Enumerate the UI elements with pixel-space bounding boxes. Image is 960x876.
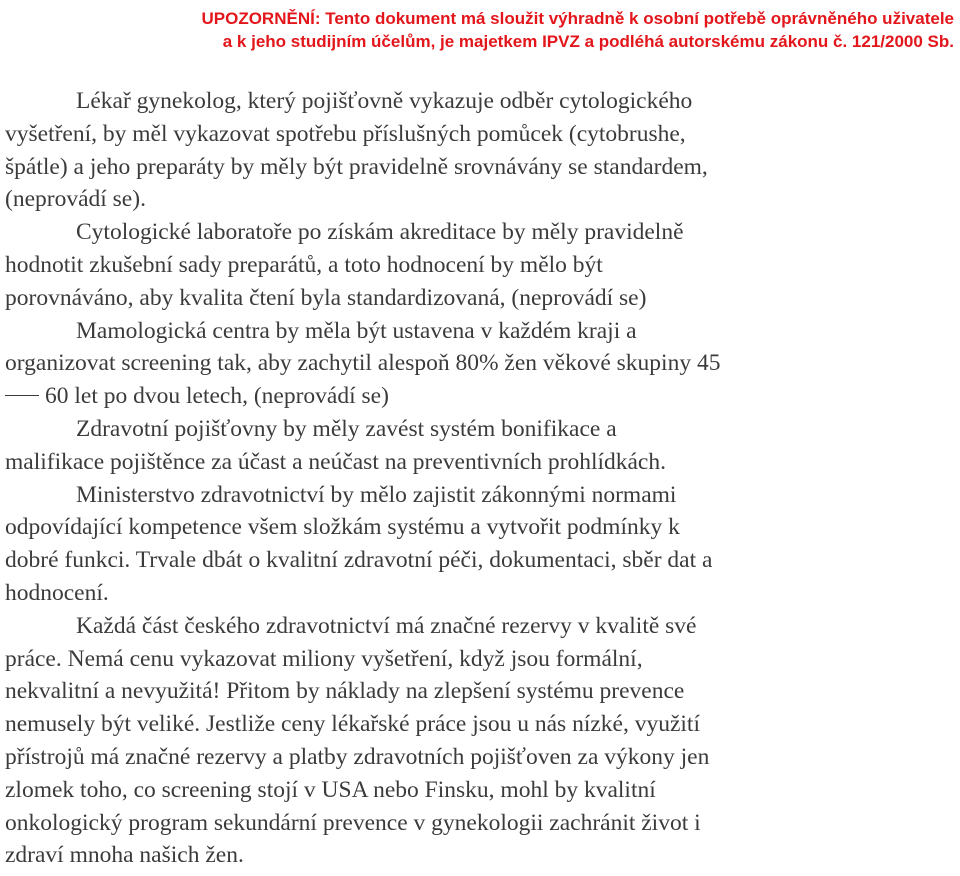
copyright-notice-line: UPOZORNĚNÍ: Tento dokument má sloužit výhradně k osobní potřebě oprávněného uživatele bbox=[201, 9, 954, 28]
paragraph-line: nemusely být veliké. Jestliže ceny lékařské práce jsou u nás nízké, využití bbox=[5, 711, 700, 738]
paragraph-line: odpovídající kompetence všem složkám systému a vytvořit podmínky k bbox=[5, 514, 680, 541]
paragraph-line: Lékař gynekolog, který pojišťovně vykazuje odběr cytologického bbox=[76, 88, 693, 114]
paragraph-line: nekvalitní a nevyužitá! Přitom by náklady na zlepšení systému prevence bbox=[5, 678, 685, 705]
paragraph-line: dobré funkci. Trvale dbát o kvalitní zdravotní péči, dokumentaci, sběr dat a bbox=[5, 547, 713, 574]
paragraph-line: Zdravotní pojišťovny by měly zavést systém bonifikace a bbox=[76, 415, 617, 442]
paragraph-line: Mamologická centra by měla být ustavena v každém kraji a bbox=[76, 317, 637, 344]
paragraph-line: zlomek toho, co screening stojí v USA nebo Finsku, mohl by kvalitní bbox=[5, 776, 656, 803]
copyright-notice bbox=[54, 7, 954, 53]
paragraph-line: vyšetření, by měl vykazovat spotřebu příslušných pomůcek (cytobrushe, bbox=[5, 120, 686, 147]
paragraph-line: Každá část českého zdravotnictví má značné rezervy v kvalitě své bbox=[76, 612, 697, 639]
paragraph-line: špátle) a jeho preparáty by měly být pravidelně srovnávány se standardem, bbox=[5, 153, 708, 180]
paragraph-line: porovnáváno, aby kvalita čtení byla standardizovaná, (neprovádí se) bbox=[5, 284, 647, 311]
paragraph-line: hodnotit zkušební sady preparátů, a toto hodnocení by mělo být bbox=[5, 251, 603, 278]
paragraph-line: onkologický program sekundární prevence v gynekologii zachránit život i bbox=[5, 809, 701, 836]
paragraph-line-with-dash bbox=[5, 380, 955, 413]
paragraph-line: zdraví mnoha našich žen. bbox=[5, 842, 244, 869]
paragraph-line: hodnocení. bbox=[5, 579, 109, 606]
paragraph-line: malifikace pojištěnce za účast a neúčast na preventivních prohlídkách. bbox=[5, 448, 666, 475]
paragraph-line: přístrojů má značné rezervy a platby zdravotních pojišťoven za výkony jen bbox=[5, 743, 710, 770]
paragraph-line: organizovat screening tak, aby zachytil alespoň 80% žen věkové skupiny 45 bbox=[5, 350, 721, 377]
paragraph-line: Cytologické laboratoře po získám akreditace by měly pravidelně bbox=[76, 219, 684, 246]
paragraph-line: Ministerstvo zdravotnictví by mělo zajistit zákonnými normami bbox=[76, 481, 677, 508]
paragraph-line: práce. Nemá cenu vykazovat miliony vyšetření, když jsou formální, bbox=[5, 645, 643, 672]
document-body bbox=[5, 85, 955, 872]
dash-rule bbox=[5, 395, 39, 396]
copyright-notice-line: a k jeho studijním účelům, je majetkem IPVZ a podléhá autorskému zákonu č. 121/2000 Sb. bbox=[222, 32, 954, 51]
paragraph-line-text: 60 let po dvou letech, (neprovádí se) bbox=[45, 383, 389, 410]
paragraph-line: (neprovádí se). bbox=[5, 186, 146, 213]
